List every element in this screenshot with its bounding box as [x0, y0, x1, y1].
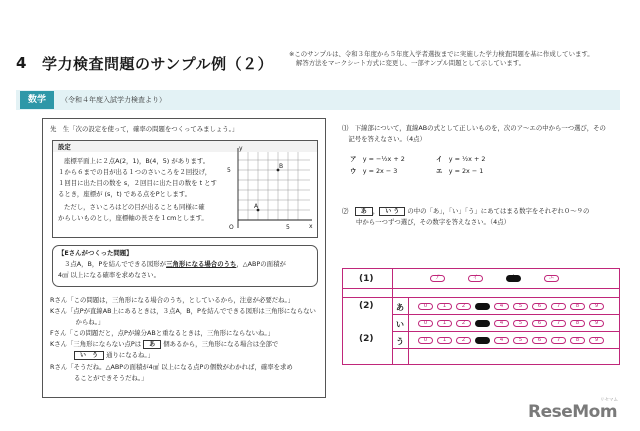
- x-tick-label: 5: [286, 224, 290, 231]
- dialogue-line: Kさん「点Pが直線AB上にあるときは，３点A，B，Pを結んでできる図形は三角形にならない: [50, 307, 316, 315]
- resemom-logo-small: リセマム: [600, 398, 618, 403]
- bubble-a-8[interactable]: 8: [570, 303, 585, 310]
- bubble-q1-2[interactable]: ウ: [506, 275, 521, 282]
- choice-expr: y = 2x − 1: [448, 167, 484, 175]
- setting-line: 座標平面上に２点A(2，1)，B(4，5) があります。: [64, 157, 210, 165]
- bubble-i-6[interactable]: 6: [532, 320, 547, 327]
- bubble-u-6[interactable]: 6: [532, 337, 547, 344]
- bubble-u-3[interactable]: 3: [475, 337, 490, 344]
- axis-x-label: x: [309, 223, 313, 230]
- bubble-a-6[interactable]: 6: [532, 303, 547, 310]
- sheet-divider: [408, 297, 409, 365]
- page-title: 学力検査問題のサンプル例（２）: [42, 55, 274, 73]
- question2-text: の中の「あ」，「い」「う」にあてはまる数字をそれぞれ０〜９の: [407, 207, 590, 215]
- coordinate-grid: [224, 144, 316, 236]
- sheet-divider: [392, 314, 620, 315]
- bubble-a-3[interactable]: 3: [475, 303, 490, 310]
- problem-text: ，△ABPの面積が: [236, 260, 286, 268]
- resemom-logo: ReseMom: [528, 402, 618, 422]
- header-note-line1: ※このサンプルは、令和３年度から５年度入学者選抜までに実施した学力検査問題を基に作成しています。: [289, 50, 594, 58]
- dialogue-text: 通りになるね。」: [106, 351, 154, 359]
- bubble-i-4[interactable]: 4: [494, 320, 509, 327]
- choice-expr: y = −½x + 2: [362, 155, 405, 163]
- axis-y-label: y: [239, 145, 243, 152]
- bubble-a-9[interactable]: 9: [589, 303, 604, 310]
- dialogue-text: Kさん「三角形にならない点Pは: [50, 340, 142, 348]
- row-label-2b: (2): [359, 334, 374, 344]
- problem-underline: 三角形になる場合のうち: [166, 260, 237, 268]
- bubble-i-1[interactable]: 1: [437, 320, 452, 327]
- subject-source: （令和４年度入試学力検査より）: [61, 96, 166, 104]
- choice-label: イ: [436, 155, 443, 163]
- bubble-u-5[interactable]: 5: [513, 337, 528, 344]
- choice-label: ウ: [350, 167, 357, 175]
- dialogue-line: Rさん「この問題は，三角形になる場合のうち，としているから，注意が必要だね。」: [50, 296, 295, 304]
- teacher-line: 先 生「次の設定を使って，確率の問題をつくってみましょう。」: [50, 125, 239, 133]
- sheet-divider: [342, 288, 620, 289]
- y-tick-label: 5: [227, 167, 231, 174]
- answer-box-iu: い う: [74, 351, 104, 360]
- sheet-divider: [392, 331, 620, 332]
- question2-line: 中から一つずつ選び，その数字を答えなさい。（4点）: [356, 218, 510, 226]
- kana-i-label: い: [396, 320, 404, 329]
- choice-expr: y = 2x − 3: [362, 167, 398, 175]
- setting-line: ただし，さいころはどの目が出ることも同様に確: [64, 203, 205, 211]
- bubble-i-7[interactable]: 7: [551, 320, 566, 327]
- choice-u: [350, 167, 397, 175]
- dialogue-text: 個あるから，三角形になる場合は全部で: [163, 340, 279, 348]
- origin-label: O: [229, 224, 234, 231]
- sheet-divider: [392, 268, 393, 365]
- setting-line: １から６までの目が出る１つのさいころを２回投げ，: [58, 168, 212, 176]
- header-note: [289, 50, 594, 68]
- bubble-u-4[interactable]: 4: [494, 337, 509, 344]
- bubble-u-1[interactable]: 1: [437, 337, 452, 344]
- mark-sheet: [342, 268, 620, 365]
- header-note-line2: 解答方法をマークシート方式に変更し、一部サンプル問題として示しています。: [296, 59, 525, 67]
- setting-title: 設定: [58, 143, 71, 151]
- setting-line: １回目に出た目の数を s，２回目に出た目の数を t とす: [58, 179, 217, 187]
- subject-tag: 数学: [20, 91, 54, 109]
- bubble-q1-1[interactable]: イ: [468, 275, 483, 282]
- kana-a-label: あ: [396, 303, 404, 312]
- answer-box-a: あ: [355, 207, 373, 216]
- bubble-u-0[interactable]: 0: [418, 337, 433, 344]
- bubble-i-5[interactable]: 5: [513, 320, 528, 327]
- setting-line: るとき，座標が (s，t) である点をPとします。: [58, 190, 192, 198]
- dialogue-line: Fさん「この問題だと，点Pが線分ABと重なるときは，三角形にならないね。」: [50, 329, 274, 337]
- question1-line: 記号を答えなさい。（4点）: [342, 135, 426, 143]
- sheet-divider: [342, 297, 620, 298]
- row-label-1: (1): [359, 274, 374, 284]
- bubble-i-3[interactable]: 3: [475, 320, 490, 327]
- choice-expr: y = ½x + 2: [448, 155, 486, 163]
- dialogue-line: からね。」: [50, 318, 105, 326]
- sheet-divider: [392, 348, 620, 349]
- point-b-label: B: [279, 163, 284, 170]
- section-number: 4: [16, 54, 27, 72]
- dialogue-line: Rさん「そうだね。△ABPの面積が4㎠ 以上になる点Pの個数がわかれば，確率を求め: [50, 363, 293, 371]
- bubble-a-5[interactable]: 5: [513, 303, 528, 310]
- problem-line: [64, 260, 286, 268]
- bubble-i-9[interactable]: 9: [589, 320, 604, 327]
- question1-line: ⑴ 下線部について，直線ABの式として正しいものを，次のア〜エの中から一つ選び，その: [342, 124, 606, 132]
- kana-u-label: う: [396, 337, 404, 346]
- dialogue-line: ることができそうだね。」: [74, 374, 148, 382]
- answer-box-iu: い う: [379, 207, 405, 216]
- answer-box-a: あ: [143, 340, 161, 349]
- problem-line: 4㎠ 以上になる確率を求めなさい。: [58, 271, 160, 279]
- question2-line: ⑵ あ ， い う の中の「あ」，「い」「う」にあてはまる数字をそれぞれ０〜９の: [342, 207, 590, 215]
- bubble-u-2[interactable]: 2: [456, 337, 471, 344]
- setting-line: からしいものとし，座標軸の長さを１cmとします。: [58, 214, 208, 222]
- bubble-q1-3[interactable]: エ: [544, 275, 559, 282]
- bubble-u-7[interactable]: 7: [551, 337, 566, 344]
- bubble-i-2[interactable]: 2: [456, 320, 471, 327]
- choice-i: [436, 155, 485, 163]
- bubble-a-1[interactable]: 1: [437, 303, 452, 310]
- bubble-u-8[interactable]: 8: [570, 337, 585, 344]
- choice-e: [436, 167, 483, 175]
- bubble-a-0[interactable]: 0: [418, 303, 433, 310]
- dialogue-line: [74, 351, 154, 360]
- dialogue-line: [50, 340, 278, 349]
- bubble-q1-0[interactable]: ア: [430, 275, 445, 282]
- question2-prefix: ⑵: [342, 207, 349, 215]
- bubble-a-7[interactable]: 7: [551, 303, 566, 310]
- bubble-i-8[interactable]: 8: [570, 320, 585, 327]
- problem-text: ３点A，B，Pを結んでできる図形が: [64, 260, 167, 268]
- point-a-label: A: [254, 203, 259, 210]
- row-label-2: (2): [359, 301, 374, 311]
- bubble-u-9[interactable]: 9: [589, 337, 604, 344]
- problem-title: 【Eさんがつくった問題】: [58, 249, 133, 257]
- choice-label: ア: [350, 155, 357, 163]
- bubble-a-4[interactable]: 4: [494, 303, 509, 310]
- bubble-i-0[interactable]: 0: [418, 320, 433, 327]
- choice-label: エ: [436, 167, 443, 175]
- bubble-a-2[interactable]: 2: [456, 303, 471, 310]
- choice-a: [350, 155, 405, 163]
